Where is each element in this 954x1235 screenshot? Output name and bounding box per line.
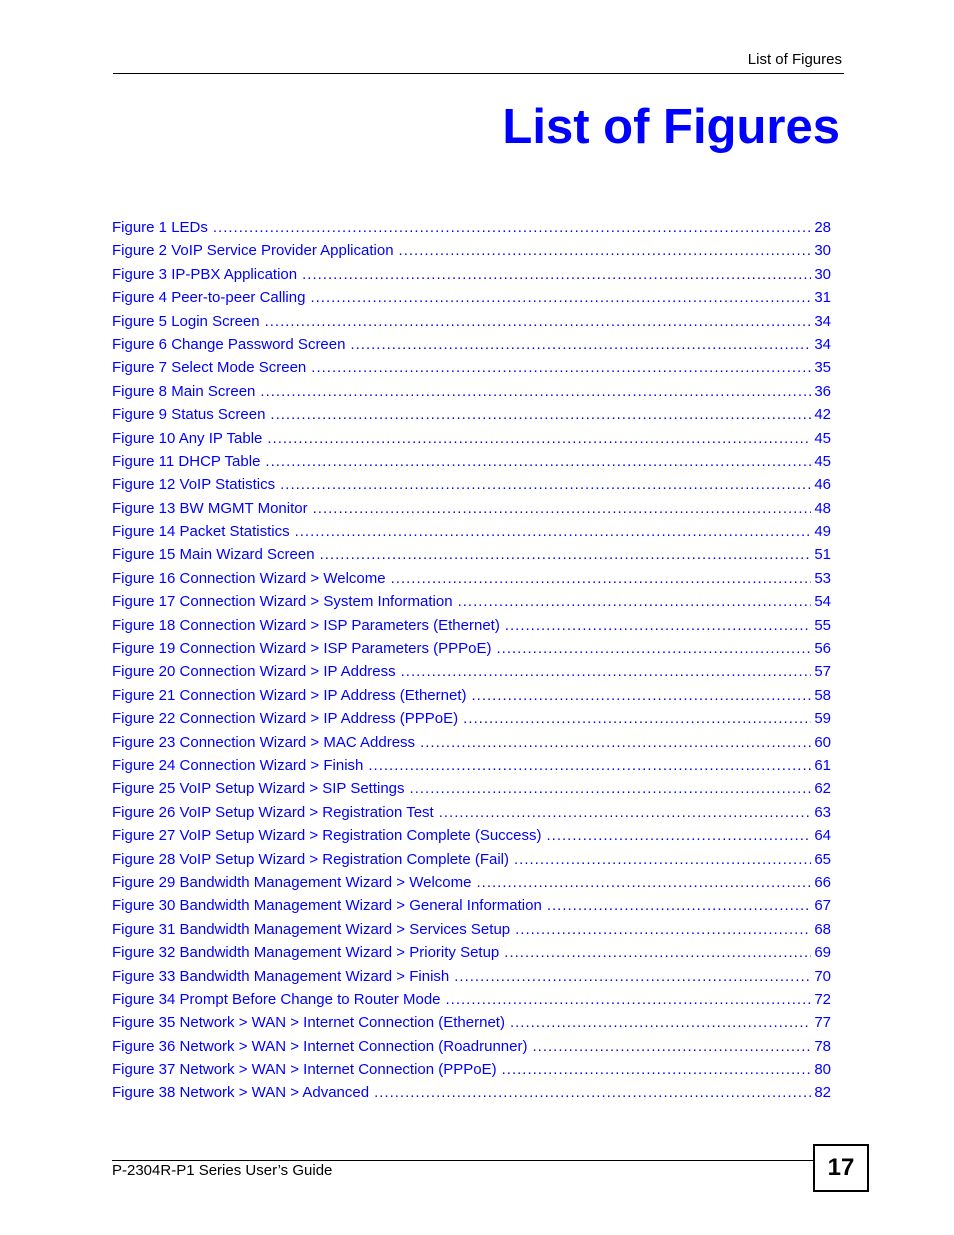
figure-link[interactable] [112,263,831,286]
figure-link[interactable] [112,310,831,333]
figure-title: Figure 21 Connection Wizard > IP Address (Ethernet) [112,686,467,704]
figure-link[interactable] [112,1058,831,1081]
figure-page-number: 67 [814,897,831,915]
figure-title: Figure 30 Bandwidth Management Wizard > General Information [112,897,542,915]
figure-page-number: 58 [814,686,831,704]
dot-leader [463,707,811,730]
figure-page-number: 62 [814,780,831,798]
header-divider [113,73,844,74]
dot-leader [439,801,812,824]
figure-page-number: 35 [814,359,831,377]
page-number: 17 [827,1154,855,1181]
figure-page-number: 46 [814,476,831,494]
figure-title: Figure 6 Change Password Screen [112,335,346,353]
figure-page-number: 30 [814,242,831,260]
list-of-figures [112,216,831,1105]
figure-title: Figure 35 Network > WAN > Internet Connection (Ethernet) [112,1014,505,1032]
figure-page-number: 48 [814,499,831,517]
figure-link[interactable] [112,473,831,496]
figure-title: Figure 9 Status Screen [112,406,266,424]
figure-page-number: 68 [814,920,831,938]
dot-leader [267,427,811,450]
dot-leader [391,567,812,590]
figure-link[interactable] [112,637,831,660]
figure-title: Figure 7 Select Mode Screen [112,359,307,377]
figure-page-number: 69 [814,944,831,962]
figure-link[interactable] [112,286,831,309]
figure-title: Figure 27 VoIP Setup Wizard > Registration Complete (Success) [112,827,542,845]
figure-link[interactable] [112,1035,831,1058]
figure-title: Figure 15 Main Wizard Screen [112,546,315,564]
figure-title: Figure 20 Connection Wizard > IP Address [112,663,396,681]
figure-title: Figure 24 Connection Wizard > Finish [112,756,364,774]
figure-page-number: 34 [814,312,831,330]
figure-title: Figure 3 IP-PBX Application [112,265,298,283]
figure-link[interactable] [112,941,831,964]
figure-page-number: 51 [814,546,831,564]
figure-title: Figure 36 Network > WAN > Internet Connection (Roadrunner) [112,1037,528,1055]
figure-page-number: 80 [814,1061,831,1079]
dot-leader [368,754,811,777]
dot-leader [310,286,811,309]
figure-page-number: 28 [814,219,831,236]
dot-leader [350,333,811,356]
figure-page-number: 65 [814,850,831,868]
figure-title: Figure 11 DHCP Table [112,452,261,470]
figure-page-number: 42 [814,406,831,424]
dot-leader [213,216,811,239]
figure-title: Figure 1 LEDs [112,219,208,236]
figure-title: Figure 2 VoIP Service Provider Application [112,242,394,260]
dot-leader [514,848,811,871]
figure-page-number: 72 [814,990,831,1008]
figure-page-number: 55 [814,616,831,634]
figure-page-number: 70 [814,967,831,985]
figure-page-number: 59 [814,710,831,728]
figure-link[interactable] [112,356,831,379]
dot-leader [515,918,811,941]
figure-page-number: 54 [814,593,831,611]
figure-title: Figure 4 Peer-to-peer Calling [112,289,306,307]
figure-page-number: 45 [814,429,831,447]
figure-link[interactable] [112,848,831,871]
dot-leader [280,473,811,496]
figure-title: Figure 25 VoIP Setup Wizard > SIP Settings [112,780,405,798]
dot-leader [454,965,811,988]
figure-link[interactable] [112,239,831,262]
figure-title: Figure 28 VoIP Setup Wizard > Registration Complete (Fail) [112,850,509,868]
figure-page-number: 60 [814,733,831,751]
dot-leader [270,403,811,426]
figure-title: Figure 17 Connection Wizard > System Information [112,593,453,611]
figure-link[interactable] [112,403,831,426]
dot-leader [496,637,811,660]
figure-link[interactable] [112,450,831,473]
figure-title: Figure 22 Connection Wizard > IP Address (PPPoE) [112,710,459,728]
dot-leader [510,1011,811,1034]
dot-leader [265,450,811,473]
figure-link[interactable] [112,1011,831,1034]
figure-link[interactable] [112,497,831,520]
figure-page-number: 64 [814,827,831,845]
figure-link[interactable] [112,333,831,356]
dot-leader [446,988,812,1011]
figure-page-number: 63 [814,803,831,821]
figure-link[interactable] [112,777,831,800]
figure-link[interactable] [112,216,831,239]
figure-title: Figure 33 Bandwidth Management Wizard > Finish [112,967,450,985]
figure-link[interactable] [112,824,831,847]
dot-leader [420,731,811,754]
figure-title: Figure 10 Any IP Table [112,429,263,447]
dot-leader [313,497,812,520]
dot-leader [502,1058,812,1081]
dot-leader [260,380,811,403]
figure-link[interactable] [112,731,831,754]
figure-link[interactable] [112,567,831,590]
dot-leader [295,520,812,543]
figure-title: Figure 12 VoIP Statistics [112,476,276,494]
figure-link[interactable] [112,918,831,941]
figure-title: Figure 13 BW MGMT Monitor [112,499,308,517]
figure-link[interactable] [112,590,831,613]
figure-page-number: 30 [814,265,831,283]
figure-link[interactable] [112,1081,831,1104]
figure-page-number: 45 [814,452,831,470]
dot-leader [265,310,812,333]
dot-leader [472,684,812,707]
figure-link[interactable] [112,684,831,707]
dot-leader [458,590,812,613]
dot-leader [547,824,812,847]
figure-title: Figure 32 Bandwidth Management Wizard > Priority Setup [112,944,500,962]
figure-link[interactable] [112,427,831,450]
footer-guide-name: P-2304R-P1 Series User’s Guide [112,1162,333,1179]
figure-page-number: 36 [814,382,831,400]
figure-link[interactable] [112,614,831,637]
dot-leader [401,660,812,683]
figure-link[interactable] [112,801,831,824]
dot-leader [311,356,811,379]
figure-page-number: 53 [814,569,831,587]
figure-link[interactable] [112,543,831,566]
figure-title: Figure 26 VoIP Setup Wizard > Registration Test [112,803,434,821]
page-title: List of Figures [502,100,840,154]
dot-leader [302,263,811,286]
figure-title: Figure 31 Bandwidth Management Wizard > Services Setup [112,920,511,938]
figure-title: Figure 37 Network > WAN > Internet Connection (PPPoE) [112,1061,497,1079]
dot-leader [547,894,812,917]
figure-link[interactable] [112,707,831,730]
figure-title: Figure 29 Bandwidth Management Wizard > Welcome [112,873,472,891]
figure-link[interactable] [112,520,831,543]
figure-title: Figure 38 Network > WAN > Advanced [112,1084,370,1102]
figure-link[interactable] [112,380,831,403]
figure-link[interactable] [112,988,831,1011]
figure-title: Figure 19 Connection Wizard > ISP Parameters (PPPoE) [112,640,492,658]
figure-page-number: 49 [814,523,831,541]
dot-leader [504,941,811,964]
figure-page-number: 82 [814,1084,831,1102]
figure-page-number: 61 [814,756,831,774]
figure-page-number: 66 [814,873,831,891]
figure-link[interactable] [112,754,831,777]
dot-leader [410,777,812,800]
dot-leader [374,1081,811,1104]
figure-page-number: 34 [814,335,831,353]
figure-title: Figure 18 Connection Wizard > ISP Parameters (Ethernet) [112,616,500,634]
running-header-title: List of Figures [747,51,842,68]
dot-leader [505,614,811,637]
figure-title: Figure 16 Connection Wizard > Welcome [112,569,386,587]
figure-title: Figure 5 Login Screen [112,312,260,330]
dot-leader [320,543,812,566]
figure-link[interactable] [112,660,831,683]
figure-page-number: 57 [814,663,831,681]
dot-leader [476,871,811,894]
figure-title: Figure 23 Connection Wizard > MAC Address [112,733,416,751]
figure-link[interactable] [112,965,831,988]
figure-title: Figure 34 Prompt Before Change to Router Mode [112,990,441,1008]
figure-page-number: 31 [814,289,831,307]
figure-page-number: 77 [814,1014,831,1032]
page-number-box [813,1144,869,1192]
figure-link[interactable] [112,871,831,894]
dot-leader [399,239,812,262]
figure-title: Figure 14 Packet Statistics [112,523,290,541]
dot-leader [532,1035,811,1058]
figure-link[interactable] [112,894,831,917]
figure-title: Figure 8 Main Screen [112,382,256,400]
figure-page-number: 56 [814,640,831,658]
figure-page-number: 78 [814,1037,831,1055]
